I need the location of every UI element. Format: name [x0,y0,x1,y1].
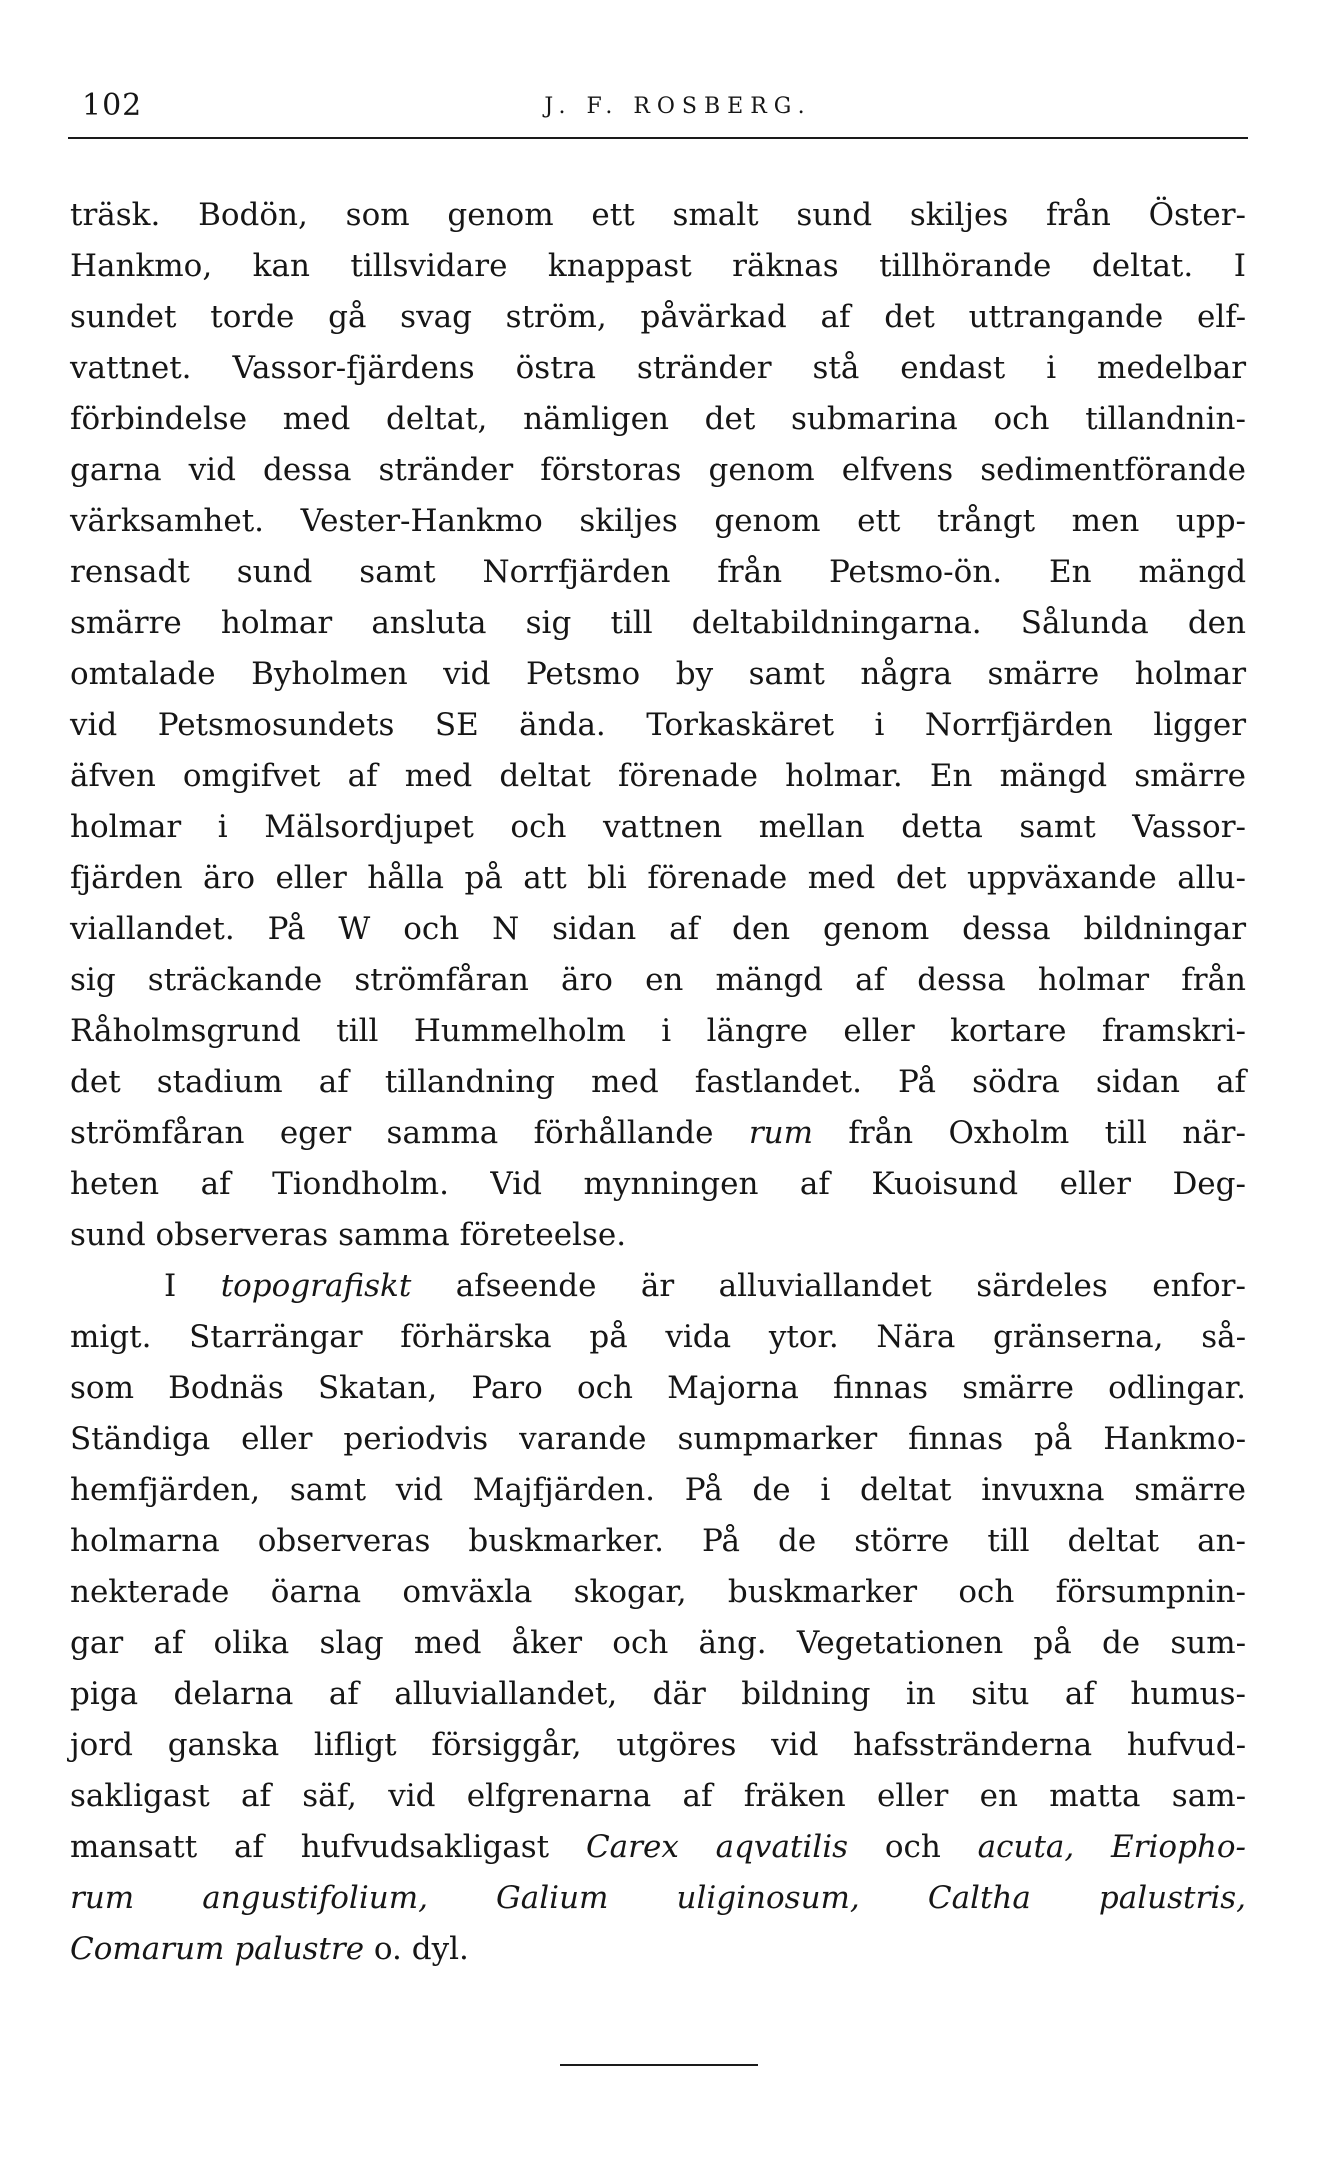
text-line: mansatt af hufvudsakligast Carex aqvatilis och acuta, Eriopho- [70,1829,1247,1865]
text-line: smärre holmar ansluta sig till deltabildningarna. Sålunda den [70,605,1246,641]
text-line: Hankmo, kan tillsvidare knappast räknas tillhörande deltat. I [70,248,1246,284]
text-line: strömfåran eger samma förhållande rum från Oxholm till när- [70,1115,1246,1151]
text-line: sig sträckande strömfåran äro en mängd af dessa holmar från [70,962,1246,998]
text-line: holmar i Mälsordjupet och vattnen mellan detta samt Vassor- [70,809,1247,845]
text-line: som Bodnäs Skatan, Paro och Majorna finnas smärre odlingar. [70,1370,1247,1406]
text-line: piga delarna af alluviallandet, där bildning in situ af humus- [70,1676,1246,1712]
text-line: rum angustifolium, Galium uliginosum, Caltha palustris, [70,1880,1246,1916]
running-head [68,82,1248,130]
end-rule [560,2064,758,2066]
text-line: gar af olika slag med åker och äng. Vegetationen på de sum- [70,1625,1247,1661]
text-line: omtalade Byholmen vid Petsmo by samt några smärre holmar [70,656,1247,692]
text-line: nekterade öarna omväxla skogar, buskmarker och försumpnin- [70,1574,1247,1610]
text-line: det stadium af tillandning med fastlandet. På södra sidan af [70,1064,1247,1100]
text-line: värksamhet. Vester-Hankmo skiljes genom ett trångt men upp- [70,503,1247,539]
text-line: Råholmsgrund till Hummelholm i längre eller kortare framskri- [70,1013,1246,1049]
paragraph-2 [70,1261,1246,1975]
text-line: hemfjärden, samt vid Majfjärden. På de i deltat invuxna smärre [70,1472,1247,1508]
text-line: Ständiga eller periodvis varande sumpmarker finnas på Hankmo- [70,1421,1247,1457]
paragraph-1 [70,190,1246,1261]
text-line: äfven omgifvet af med deltat förenade holmar. En mängd smärre [70,758,1247,794]
text-line: migt. Starrängar förhärska på vida ytor. Nära gränserna, så- [70,1319,1247,1355]
text-line: rensadt sund samt Norrfjärden från Petsmo-ön. En mängd [70,554,1247,590]
text-line: Comarum palustre o. dyl. [70,1931,469,1967]
text-line: sund observeras samma företeelse. [70,1217,627,1253]
running-head-author: J. F. ROSBERG. [544,94,812,119]
text-line: holmarna observeras buskmarker. På de större till deltat an- [70,1523,1247,1559]
text-line: sakligast af säf, vid elfgrenarna af fräken eller en matta sam- [70,1778,1247,1814]
text-line: vid Petsmosundets SE ända. Torkaskäret i Norrfjärden ligger [70,707,1247,743]
text-line: fjärden äro eller hålla på att bli förenade med det uppväxande allu- [70,860,1246,896]
text-line: sundet torde gå svag ström, påvärkad af det uttrangande elf- [70,299,1247,335]
header-rule [68,137,1248,139]
page-number: 102 [82,88,143,123]
text-line: heten af Tiondholm. Vid mynningen af Kuoisund eller Deg- [70,1166,1246,1202]
text-line: jord ganska lifligt försiggår, utgöres vid hafsstränderna hufvud- [70,1727,1247,1763]
text-line: förbindelse med deltat, nämligen det submarina och tillandnin- [70,401,1246,437]
text-line: träsk. Bodön, som genom ett smalt sund skiljes från Öster- [70,197,1246,233]
text-line: viallandet. På W och N sidan af den genom dessa bildningar [70,911,1247,947]
body-text [70,190,1246,1975]
text-line: I topografiskt afseende är alluviallandet särdeles enfor- [164,1268,1246,1304]
text-line: garna vid dessa stränder förstoras genom elfvens sedimentförande [70,452,1247,488]
text-line: vattnet. Vassor-fjärdens östra stränder stå endast i medelbar [70,350,1247,386]
